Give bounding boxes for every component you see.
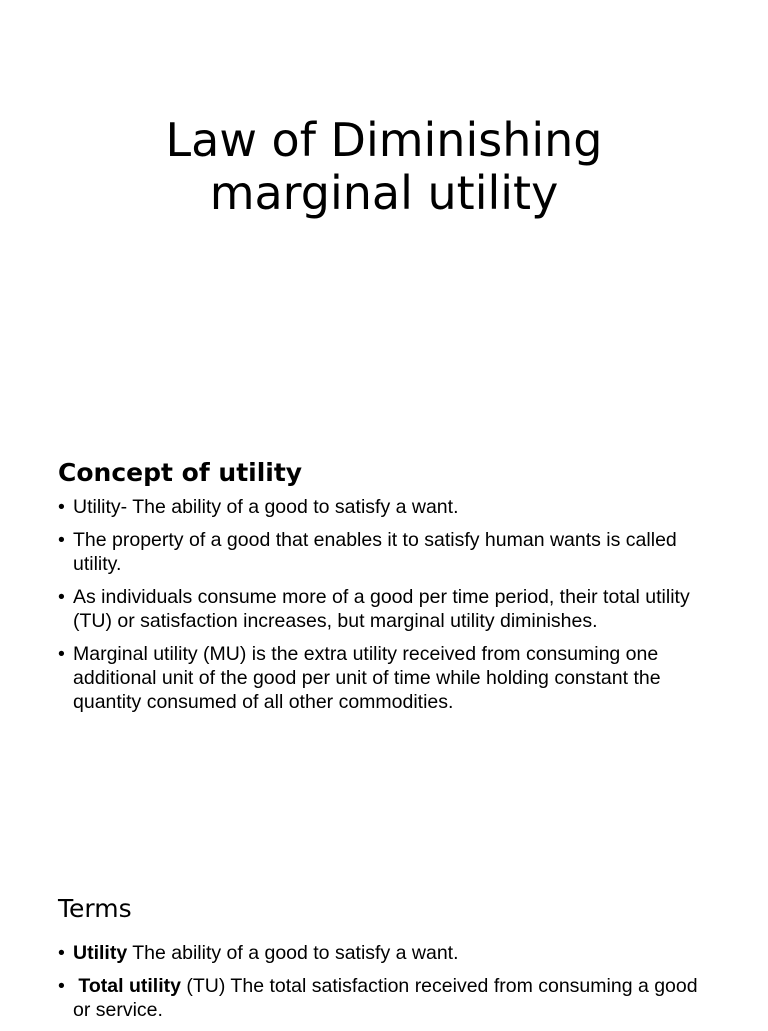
- term-definition: The ability of a good to satisfy a want.: [127, 942, 459, 964]
- term-name: Total utility: [73, 975, 181, 997]
- list-item: [58, 974, 718, 1022]
- concept-slide: [0, 455, 768, 755]
- bullet-icon: •: [58, 586, 65, 608]
- title-line-1: Law of Diminishing: [165, 113, 603, 167]
- title-slide: [0, 0, 768, 420]
- bullet-icon: •: [58, 942, 65, 964]
- bullet-text: Marginal utility (MU) is the extra utility received from consuming one additional unit of the good per unit of time while holding constant the quantity consumed of all other commodities.: [73, 643, 661, 713]
- term-definition: (TU) The total satisfaction received from consuming a good or service.: [73, 975, 698, 1021]
- bullet-text: As individuals consume more of a good per time period, their total utility (TU) or satisfaction increases, but marginal utility diminishes.: [73, 586, 690, 632]
- slide-title: [0, 114, 768, 220]
- list-item: [58, 642, 718, 714]
- terms-slide: [0, 890, 768, 1024]
- bullet-icon: •: [58, 643, 65, 665]
- list-item: [58, 528, 718, 576]
- bullet-text: The property of a good that enables it to satisfy human wants is called utility.: [73, 529, 677, 575]
- bullet-text: Utility- The ability of a good to satisfy a want.: [73, 496, 459, 518]
- list-item: [58, 941, 718, 965]
- bullet-icon: •: [58, 975, 65, 997]
- term-name: Utility: [73, 942, 128, 964]
- list-item: [58, 495, 718, 519]
- bullet-icon: •: [58, 496, 65, 518]
- terms-heading: Terms: [58, 894, 132, 923]
- list-item: [58, 585, 718, 633]
- concept-heading: Concept of utility: [58, 458, 303, 487]
- concept-bullet-list: [58, 495, 718, 723]
- title-line-2: marginal utility: [209, 166, 559, 220]
- terms-bullet-list: [58, 941, 718, 1031]
- bullet-icon: •: [58, 529, 65, 551]
